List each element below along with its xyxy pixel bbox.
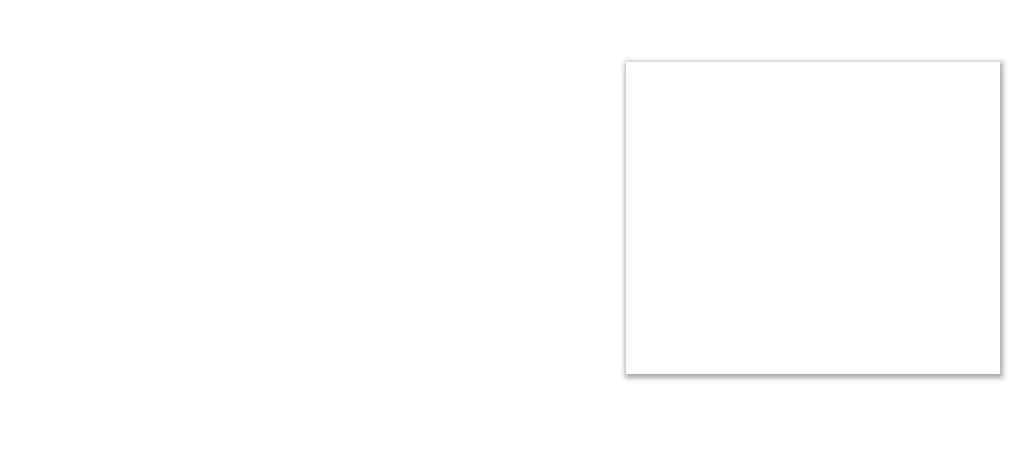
cons-item — [682, 157, 1000, 171]
pros-item — [682, 112, 1000, 126]
pros-item — [682, 90, 1000, 104]
strategy-panel — [626, 62, 1000, 374]
cons-item — [682, 135, 1000, 149]
